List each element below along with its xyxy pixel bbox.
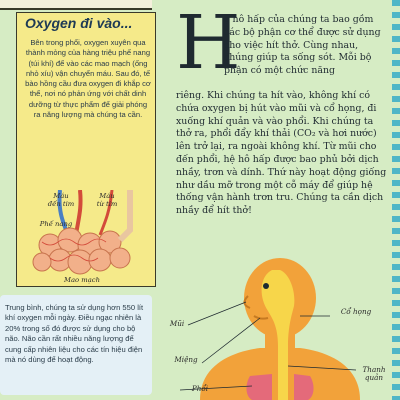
top-strip	[0, 0, 152, 10]
figure-eye	[263, 283, 269, 289]
label-blood-from-heart: Máu từ tim	[96, 192, 118, 208]
label-blood-to-heart: Máu đến tim	[47, 192, 75, 208]
body-paragraph: riêng. Khi chúng ta hít vào, không khí có chứa oxygen bị hút vào mũi và cổ họng, đi xuống khí quản và vào phổi. Khi chúng ta thở ra, phổi đẩy khí thải (CO₂ và hơi nước) lên trở lại, ra ngoài không khí. Từ mũi cho đến phổi, hệ hô hấp được bao phủ bởi dịch nhầy, trơn và dính. Thứ này hoạt động giống như dầu mỡ trong một cỗ máy để giúp hệ thống vận hành trơn tru. Chúng ta cần dịch nhầy để hít thở!	[176, 90, 387, 217]
figure-lung-right	[294, 374, 314, 400]
drop-cap: H	[176, 0, 241, 86]
label-mouth: Miệng	[174, 355, 198, 364]
oxygen-fact-box	[0, 295, 152, 395]
alveoli-cluster	[33, 228, 130, 274]
alveoli-drawing	[20, 190, 150, 280]
oxygen-box-text: Bên trong phổi, oxygen xuyên qua thành mỏng của hàng triệu phế nang (túi khí) để vào các mao mạch (ống nhỏ xíu) vận chuyển máu. Sau đó, tế bào hồng cầu đưa oxygen đi khắp cơ thể, nơi nó phản ứng với chất dinh dưỡng từ thực phẩm để giải phóng ra năng lượng mà chúng ta cần.	[25, 38, 151, 120]
oxygen-fact-text: Trung bình, chúng ta sử dụng hơn 550 lít khí oxygen mỗi ngày. Điều ngạc nhiên là 20% trong số đó được sử dụng cho bộ não. Não cần rất nhiều năng lượng để cung cấp nhiên liệu cho các tín hiệu điện mà nó dùng để hoạt động.	[5, 303, 144, 365]
figure-lung-left	[246, 374, 272, 400]
intro-paragraph: ệ hô hấp của chúng ta bao gồm các bộ phận cơ thể được sử dụng cho việc hít thở. Cùng nhau, chúng giúp ta sống sót. Mỗi bộ phận có một chức năng	[224, 14, 381, 77]
alveoli-illustration	[20, 190, 150, 280]
label-trachea: Thanh quản	[362, 365, 386, 382]
label-throat: Cổ họng	[340, 307, 372, 316]
label-capillaries: Mao mạch	[64, 276, 100, 284]
label-nose: Mũi	[169, 319, 185, 328]
label-alveoli: Phế nang	[39, 220, 73, 228]
oxygen-box-title: Oxygen đi vào...	[25, 15, 133, 31]
label-lungs: Phổi	[191, 384, 209, 393]
